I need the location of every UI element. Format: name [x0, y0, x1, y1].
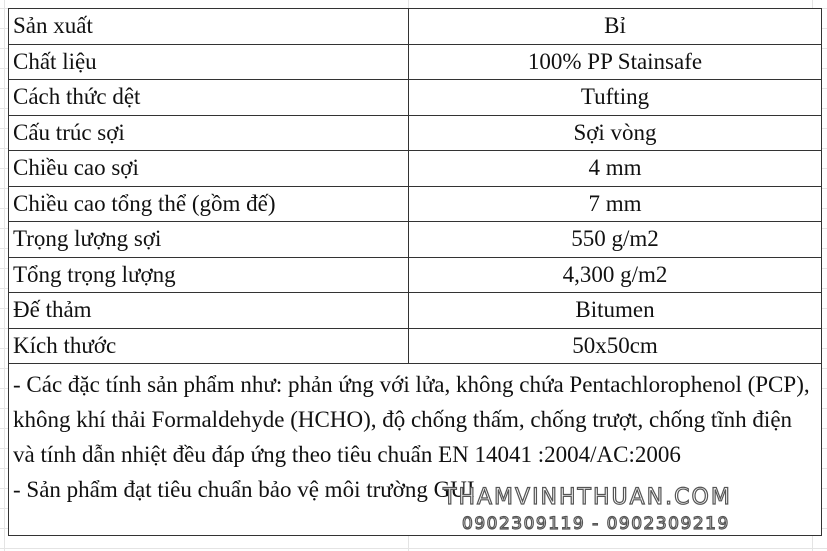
table-row [9, 116, 821, 152]
spec-value: 550 g/m2 [571, 226, 659, 251]
spec-label: Đế thảm [9, 293, 409, 328]
spec-label: Tổng trọng lượng [9, 258, 409, 293]
table-row [9, 222, 821, 258]
table-row [9, 45, 821, 81]
spec-label: Chất liệu [9, 45, 409, 80]
spec-label: Trọng lượng sợi [9, 222, 409, 257]
spec-value: Tufting [580, 84, 650, 109]
spec-value: 4,300 g/m2 [562, 261, 668, 287]
spec-rows [9, 9, 821, 364]
spec-table [8, 8, 822, 536]
table-row [9, 187, 821, 223]
watermark-phones: 0902309119 - 0902309219 [462, 514, 730, 534]
table-row [9, 9, 821, 45]
watermark-site: THAMVINHTHUAN.COM [443, 485, 732, 510]
spec-value: Bỉ [604, 13, 626, 38]
spec-value: 50x50cm [572, 332, 658, 358]
table-row [9, 293, 821, 329]
spec-label: Chiều cao tổng thể (gồm đế) [9, 187, 409, 222]
table-row [9, 258, 821, 294]
note-properties: - Các đặc tính sản phẩm như: phản ứng với lửa, không chứa Pentachlorophenol (PCP), không khí thải Formaldehyde (HCHO), độ chống thấm, chống trượt, chống tĩnh điện và tính dẫn nhiệt đều đáp ứng theo tiêu chuẩn EN 14041 :2004/AC:2006 [13, 372, 810, 467]
spec-value: Bitumen [575, 297, 655, 322]
table-row [9, 151, 821, 187]
spec-label: Chiều cao sợi [9, 151, 409, 186]
spec-value: 4 mm [588, 155, 642, 180]
spec-label: Cách thức dệt [9, 80, 409, 115]
spec-value: 100% PP Stainsafe [527, 48, 703, 74]
spec-label: Cấu trúc sợi [9, 116, 409, 151]
spec-label: Kích thước [9, 329, 409, 364]
spec-value: 7 mm [588, 190, 642, 216]
table-row [9, 329, 821, 365]
note-environment: - Sản phẩm đạt tiêu chuẩn bảo vệ môi trường GUI [13, 477, 475, 502]
spec-label: Sản xuất [9, 9, 409, 44]
table-row [9, 80, 821, 116]
spec-value: Sợi vòng [573, 119, 657, 145]
